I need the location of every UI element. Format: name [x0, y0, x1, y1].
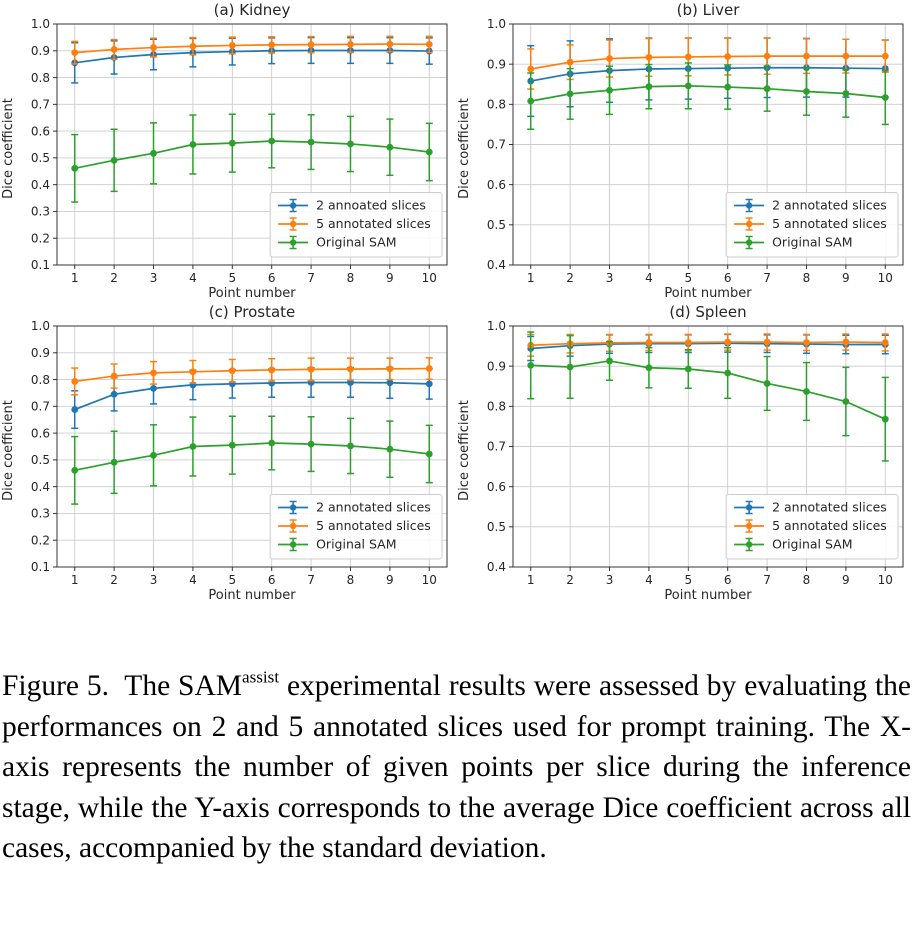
svg-text:7: 7 [307, 271, 315, 285]
svg-text:0.3: 0.3 [30, 506, 50, 521]
svg-text:6: 6 [267, 271, 276, 285]
svg-text:2 annotated slices: 2 annotated slices [772, 499, 887, 515]
svg-text:10: 10 [421, 573, 437, 587]
caption-superscript: assist [242, 667, 280, 687]
svg-text:0.2: 0.2 [30, 533, 50, 548]
svg-text:2 annoated slices: 2 annoated slices [316, 197, 426, 213]
svg-text:7: 7 [307, 573, 315, 587]
svg-text:5 annotated slices: 5 annotated slices [316, 216, 431, 232]
svg-text:0.7: 0.7 [30, 97, 50, 112]
svg-text:Dice coefficient: Dice coefficient [457, 98, 472, 199]
svg-text:Point number: Point number [208, 286, 296, 301]
caption-lead: The SAM [124, 670, 242, 702]
svg-text:(b) Liver: (b) Liver [676, 1, 740, 19]
svg-text:7: 7 [763, 271, 771, 285]
svg-text:4: 4 [645, 271, 653, 285]
svg-text:1.0: 1.0 [486, 319, 506, 334]
svg-text:4: 4 [645, 573, 653, 587]
chart-c-prostate [0, 302, 456, 604]
svg-text:0.1: 0.1 [30, 258, 50, 273]
svg-text:1: 1 [70, 271, 79, 285]
svg-text:5: 5 [684, 573, 693, 587]
svg-text:10: 10 [877, 573, 893, 587]
svg-text:0.9: 0.9 [30, 43, 50, 58]
svg-text:10: 10 [877, 271, 893, 285]
chart-a-kidney [0, 0, 456, 302]
svg-text:3: 3 [605, 271, 614, 285]
svg-text:0.8: 0.8 [30, 372, 50, 387]
svg-text:Original SAM: Original SAM [316, 234, 397, 250]
svg-text:9: 9 [386, 271, 394, 285]
svg-text:5: 5 [228, 573, 237, 587]
svg-text:0.6: 0.6 [486, 177, 506, 192]
svg-text:3: 3 [149, 573, 158, 587]
svg-text:(d) Spleen: (d) Spleen [669, 303, 747, 321]
svg-text:0.7: 0.7 [30, 399, 50, 414]
svg-text:0.9: 0.9 [486, 359, 506, 374]
svg-text:0.6: 0.6 [30, 124, 50, 139]
svg-text:0.3: 0.3 [30, 204, 50, 219]
chart-d-spleen [456, 302, 912, 604]
svg-text:1: 1 [526, 573, 535, 587]
svg-text:0.4: 0.4 [30, 479, 50, 494]
svg-text:Dice coefficient: Dice coefficient [1, 400, 16, 501]
svg-text:Dice coefficient: Dice coefficient [457, 400, 472, 501]
caption-label: Figure 5. [2, 670, 110, 702]
svg-text:1: 1 [526, 271, 535, 285]
svg-text:0.2: 0.2 [30, 231, 50, 246]
svg-text:5: 5 [684, 271, 693, 285]
svg-text:0.6: 0.6 [486, 479, 506, 494]
svg-text:10: 10 [421, 271, 437, 285]
svg-text:8: 8 [802, 271, 811, 285]
svg-text:1.0: 1.0 [30, 319, 50, 334]
caption-rest: experimental results were assessed by evaluating the performances on 2 and 5 annotated slices used for prompt training. The X-axis represents the number of given points per slice during the inference stage, while the Y-axis corresponds to the average Dice coefficient across all cases, accompanied by the standard deviation. [2, 670, 911, 865]
svg-text:3: 3 [149, 271, 158, 285]
svg-text:3: 3 [605, 573, 614, 587]
svg-text:0.8: 0.8 [486, 399, 506, 414]
svg-text:1.0: 1.0 [486, 17, 506, 32]
svg-text:0.5: 0.5 [30, 453, 50, 468]
svg-text:2: 2 [566, 271, 574, 285]
svg-text:0.6: 0.6 [30, 426, 50, 441]
svg-text:0.4: 0.4 [486, 560, 506, 575]
svg-text:0.8: 0.8 [30, 70, 50, 85]
svg-text:2 annotated slices: 2 annotated slices [316, 499, 431, 515]
svg-text:Point number: Point number [208, 588, 296, 603]
svg-text:9: 9 [842, 271, 850, 285]
svg-text:5 annotated slices: 5 annotated slices [316, 518, 431, 534]
svg-text:8: 8 [346, 573, 355, 587]
svg-text:0.5: 0.5 [486, 218, 506, 233]
svg-text:Original SAM: Original SAM [316, 536, 397, 552]
svg-text:0.8: 0.8 [486, 97, 506, 112]
svg-text:5 annotated slices: 5 annotated slices [772, 518, 887, 534]
svg-text:0.9: 0.9 [486, 57, 506, 72]
svg-text:2: 2 [566, 573, 574, 587]
svg-text:Original SAM: Original SAM [772, 234, 853, 250]
svg-text:0.4: 0.4 [30, 177, 50, 192]
svg-text:1.0: 1.0 [30, 17, 50, 32]
svg-text:0.7: 0.7 [486, 439, 506, 454]
svg-text:2: 2 [110, 271, 118, 285]
svg-text:2: 2 [110, 573, 118, 587]
svg-text:8: 8 [802, 573, 811, 587]
chart-b-liver [456, 0, 912, 302]
svg-text:Point number: Point number [664, 286, 752, 301]
svg-text:(c) Prostate: (c) Prostate [208, 303, 296, 321]
svg-text:9: 9 [386, 573, 394, 587]
svg-text:2 annotated slices: 2 annotated slices [772, 197, 887, 213]
svg-text:0.5: 0.5 [30, 151, 50, 166]
svg-text:6: 6 [723, 271, 732, 285]
svg-text:6: 6 [267, 573, 276, 587]
svg-text:Point number: Point number [664, 588, 752, 603]
svg-text:5 annotated slices: 5 annotated slices [772, 216, 887, 232]
svg-text:0.9: 0.9 [30, 345, 50, 360]
svg-text:4: 4 [189, 573, 197, 587]
svg-text:Original SAM: Original SAM [772, 536, 853, 552]
svg-text:5: 5 [228, 271, 237, 285]
svg-text:4: 4 [189, 271, 197, 285]
svg-text:0.1: 0.1 [30, 560, 50, 575]
svg-text:8: 8 [346, 271, 355, 285]
svg-text:Dice coefficient: Dice coefficient [1, 98, 16, 199]
caption-gap [109, 670, 124, 702]
svg-text:1: 1 [70, 573, 79, 587]
svg-text:0.5: 0.5 [486, 520, 506, 535]
svg-text:7: 7 [763, 573, 771, 587]
svg-text:0.4: 0.4 [486, 258, 506, 273]
svg-text:(a) Kidney: (a) Kidney [213, 1, 291, 19]
figure-caption [2, 666, 911, 869]
svg-text:9: 9 [842, 573, 850, 587]
svg-text:6: 6 [723, 573, 732, 587]
svg-text:0.7: 0.7 [486, 137, 506, 152]
